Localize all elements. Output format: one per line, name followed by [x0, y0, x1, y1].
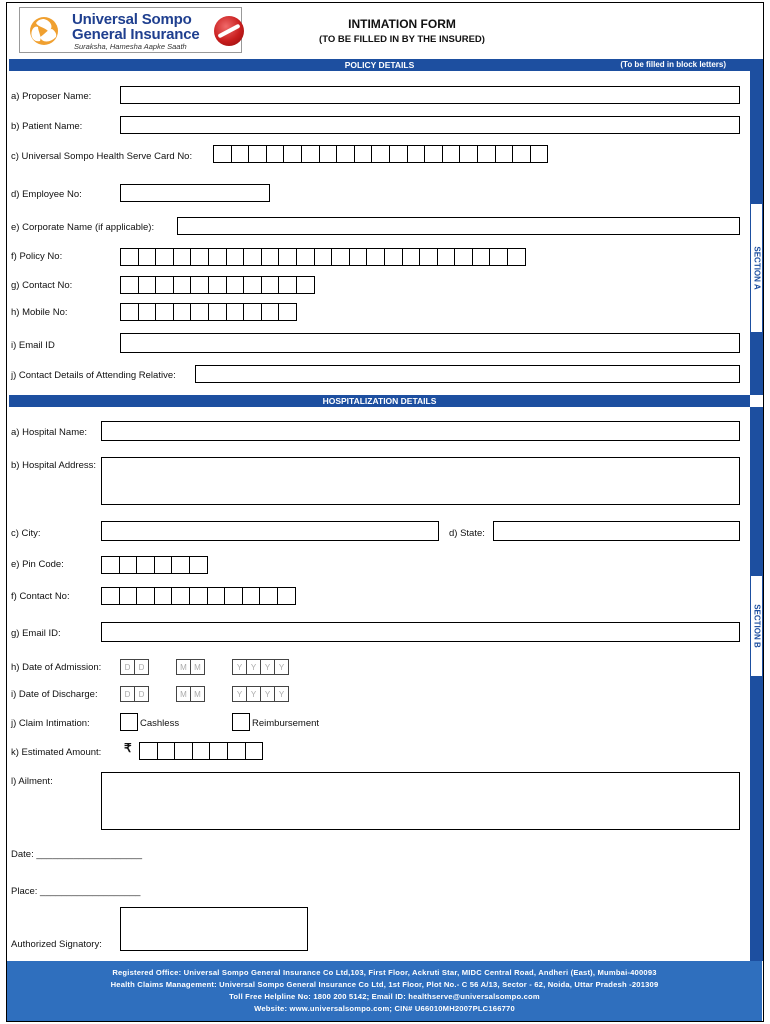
admission-day-cells[interactable]: D D — [120, 659, 149, 675]
admission-month-cells[interactable]: M M — [176, 659, 205, 675]
reimbursement-label: Reimbursement — [252, 718, 320, 729]
hospital-contact-cells[interactable] — [101, 587, 296, 605]
email-id-label: i) Email ID — [11, 340, 55, 351]
policy-details-title: POLICY DETAILS — [344, 60, 415, 70]
hospital-name-label: a) Hospital Name: — [11, 427, 88, 438]
section-b-tab — [750, 575, 763, 677]
proposer-name-label: a) Proposer Name: — [11, 91, 92, 102]
admission-year-cells[interactable]: Y Y Y Y — [232, 659, 289, 675]
brand-name-line2: General Insurance — [72, 26, 200, 43]
patient-name-input[interactable] — [120, 116, 740, 134]
globe-logo-icon — [214, 16, 244, 46]
employee-no-label: d) Employee No: — [11, 189, 82, 200]
claims-management-line: Health Claims Management: Universal Sompo General Insurance Co Ltd, 1st Floor, Plot No.- C 56 A/13, Sector - 62, Noida, Uttar Pradesh -201309 — [110, 980, 659, 989]
policy-no-cells[interactable] — [120, 248, 526, 266]
contact-no-label: g) Contact No: — [11, 280, 73, 291]
city-input[interactable] — [101, 521, 439, 541]
policy-details-bar — [9, 59, 750, 71]
section-a-strip-bottom — [750, 333, 763, 395]
section-a-label: SECTION A — [752, 246, 761, 290]
form-title: INTIMATION FORM — [348, 17, 456, 31]
claim-intimation-label: j) Claim Intimation: — [11, 718, 90, 729]
email-id-input[interactable] — [120, 333, 740, 353]
contact-no-cells[interactable] — [120, 276, 315, 294]
state-label: d) State: — [449, 528, 485, 539]
corporate-name-input[interactable] — [177, 217, 740, 235]
patient-name-label: b) Patient Name: — [11, 121, 83, 132]
hospital-email-input[interactable] — [101, 622, 740, 642]
card-no-cells[interactable] — [213, 145, 548, 163]
company-footer — [7, 961, 762, 1021]
signature-box[interactable] — [120, 907, 308, 951]
discharge-year-cells[interactable]: Y Y Y Y — [232, 686, 289, 702]
place-line: Place: ___________________ — [11, 886, 141, 897]
policy-no-label: f) Policy No: — [11, 251, 63, 262]
pin-code-cells[interactable] — [101, 556, 208, 574]
hospital-address-label: b) Hospital Address: — [11, 460, 97, 471]
brand-name-line1: Universal Sompo — [72, 11, 192, 28]
card-no-label: c) Universal Sompo Health Serve Card No: — [11, 151, 193, 162]
relative-contact-input[interactable] — [195, 365, 740, 383]
pin-code-label: e) Pin Code: — [11, 559, 64, 570]
section-b-label: SECTION B — [752, 604, 761, 648]
registered-office-line: Registered Office: Universal Sompo General Insurance Co Ltd,103, First Floor, Ackruti Star, MIDC Central Road, Andheri (East), Mumbai-400093 — [112, 968, 657, 977]
intimation-form-page — [6, 2, 764, 1022]
hospital-contact-label: f) Contact No: — [11, 591, 70, 602]
section-a-strip-top — [750, 59, 763, 203]
state-input[interactable] — [493, 521, 740, 541]
section-b-strip-bottom — [750, 677, 763, 961]
reimbursement-checkbox[interactable] — [232, 713, 250, 731]
hospital-name-input[interactable] — [101, 421, 740, 441]
estimated-amount-cells[interactable] — [139, 742, 263, 760]
form-subtitle: (TO BE FILLED IN BY THE INSURED) — [319, 34, 485, 45]
brand-tagline: Suraksha, Hamesha Aapke Saath — [74, 42, 187, 51]
rupee-symbol: ₹ — [124, 741, 132, 755]
section-a-tab — [750, 203, 763, 333]
date-line: Date: ____________________ — [11, 849, 143, 860]
admission-date-label: h) Date of Admission: — [11, 662, 102, 673]
block-letters-note: (To be filled in block letters) — [620, 60, 726, 69]
helpline-line: Toll Free Helpline No: 1800 200 5142; Email ID: healthserve@universalsompo.com — [229, 992, 540, 1001]
cashless-checkbox[interactable] — [120, 713, 138, 731]
ailment-label: l) Ailment: — [11, 776, 53, 787]
hospital-email-label: g) Email ID: — [11, 628, 61, 639]
mobile-no-cells[interactable] — [120, 303, 297, 321]
discharge-month-cells[interactable]: M M — [176, 686, 205, 702]
website-line: Website: www.universalsompo.com; CIN# U66010MH2007PLC166770 — [254, 1004, 515, 1013]
section-b-strip-top — [750, 407, 763, 575]
relative-contact-label: j) Contact Details of Attending Relative: — [11, 370, 176, 381]
sompo-swirl-icon — [24, 15, 64, 47]
hospitalization-details-bar — [9, 395, 750, 407]
authorized-signatory-label: Authorized Signatory: — [11, 939, 102, 950]
discharge-date-label: i) Date of Discharge: — [11, 689, 98, 700]
mobile-no-label: h) Mobile No: — [11, 307, 68, 318]
city-label: c) City: — [11, 528, 41, 539]
company-logo — [19, 7, 242, 53]
hospital-address-input[interactable] — [101, 457, 740, 505]
ailment-input[interactable] — [101, 772, 740, 830]
corporate-name-label: e) Corporate Name (if applicable): — [11, 222, 155, 233]
employee-no-input[interactable] — [120, 184, 270, 202]
hospitalization-details-title: HOSPITALIZATION DETAILS — [322, 396, 437, 406]
cashless-label: Cashless — [140, 718, 180, 729]
proposer-name-input[interactable] — [120, 86, 740, 104]
discharge-day-cells[interactable]: D D — [120, 686, 149, 702]
estimated-amount-label: k) Estimated Amount: — [11, 747, 102, 758]
